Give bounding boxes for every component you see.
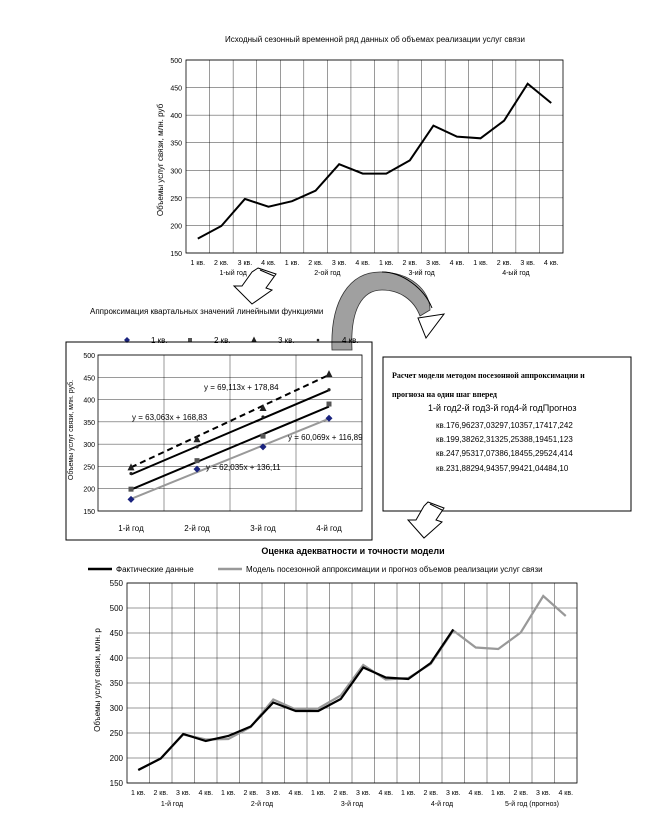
data-point: [129, 472, 132, 475]
data-point: [129, 487, 134, 492]
year-label: 2-ой год: [314, 270, 341, 277]
y-tick-label: 150: [170, 251, 182, 258]
x-tick-label: 1 кв.: [310, 790, 326, 797]
x-tick-label: 3 кв.: [237, 260, 253, 267]
x-tick-label: 2-й год: [184, 524, 210, 533]
chart3-x-ticks: [131, 790, 573, 797]
year-label: 2-й год: [250, 801, 274, 808]
trend-equation: y = 60,069x + 116,89: [288, 433, 363, 442]
x-tick-label: 1 кв.: [190, 260, 206, 267]
x-tick-label: 1 кв.: [490, 790, 506, 797]
x-tick-label: 3 кв.: [535, 790, 551, 797]
x-tick-label: 3 кв.: [265, 790, 281, 797]
calc-row: кв.176,96237,03297,10357,17417,242: [436, 421, 573, 430]
y-tick-label: 150: [83, 509, 95, 516]
legend-label: 4 кв.: [342, 336, 359, 345]
y-tick-label: 350: [170, 140, 182, 148]
chart1-y-ticks: [170, 58, 182, 258]
x-tick-label: 2 кв.: [333, 790, 349, 797]
x-tick-label: 4 кв.: [468, 790, 484, 797]
trend-equation: y = 69,113x + 178,84: [204, 383, 279, 392]
linear-approximation-chart: [66, 307, 372, 540]
x-tick-label: 3 кв.: [520, 260, 535, 267]
legend-label: 2 кв.: [214, 336, 231, 345]
y-tick-label: 450: [170, 85, 182, 93]
y-tick-label: 400: [83, 397, 95, 405]
x-tick-label: 4 кв.: [288, 790, 304, 797]
data-point: [327, 402, 332, 407]
y-tick-label: 350: [109, 679, 123, 688]
legend-label: Фактические данные: [116, 565, 194, 574]
x-tick-label: 4-й год: [316, 524, 342, 533]
x-tick-label: 2 кв.: [308, 260, 323, 267]
calc-title-line1: Расчет модели методом посезонной аппроксимации и: [392, 371, 585, 380]
calc-header: 1-й год2-й год3-й год4-й годПрогноз: [428, 403, 577, 413]
legend-marker: [188, 338, 192, 342]
y-tick-label: 400: [170, 113, 182, 121]
x-tick-label: 2 кв.: [153, 790, 169, 797]
y-tick-label: 250: [83, 464, 95, 472]
series-line: [138, 630, 453, 771]
y-tick-label: 150: [109, 779, 123, 788]
y-tick-label: 350: [83, 419, 95, 427]
chart1-x-ticks: [190, 260, 558, 267]
calc-row: кв.247,95317,07386,18455,29524,414: [436, 449, 573, 458]
y-tick-label: 400: [109, 654, 123, 663]
legend-marker: [317, 339, 320, 342]
chart3-title: Оценка адекватности и точности модели: [261, 546, 445, 556]
x-tick-label: 3 кв.: [445, 790, 461, 797]
x-tick-label: 2 кв.: [402, 260, 418, 267]
year-label: 4-й год: [430, 801, 454, 808]
trend-equation: y = 63,063x + 168,83: [132, 413, 208, 422]
x-tick-label: 3 кв.: [355, 790, 371, 797]
x-tick-label: 1 кв.: [473, 260, 488, 267]
x-tick-label: 4 кв.: [558, 790, 574, 797]
chart3-y-ticks: [110, 579, 124, 788]
year-label: 3-й год: [340, 801, 364, 808]
chart2-y-ticks: [83, 353, 95, 516]
y-tick-label: 300: [83, 442, 95, 450]
y-tick-label: 500: [109, 604, 123, 613]
year-label: 1-ый год: [219, 270, 247, 277]
year-label: 5-й год (прогноз): [505, 801, 559, 808]
calc-box-frame: [383, 357, 631, 511]
data-point: [195, 458, 200, 463]
y-tick-label: 450: [83, 375, 95, 383]
chart1-ylabel: Объемы услуг связи, млн. руб: [156, 103, 165, 217]
x-tick-label: 3 кв.: [175, 790, 191, 797]
y-tick-label: 300: [170, 168, 182, 176]
x-tick-label: 1 кв.: [130, 790, 146, 797]
data-point: [326, 415, 333, 422]
chart3-ylabel: Объемы услуг связи, млн. р: [93, 628, 102, 732]
y-tick-label: 300: [109, 704, 123, 713]
data-point: [327, 388, 330, 391]
data-point: [261, 434, 266, 439]
x-tick-label: 3-й год: [250, 524, 276, 533]
x-tick-label: 2 кв.: [513, 790, 529, 797]
year-label: 1-й год: [160, 801, 184, 808]
y-tick-label: 550: [109, 579, 123, 588]
legend-label: 1 кв.: [151, 336, 168, 345]
x-tick-label: 1 кв.: [284, 260, 300, 267]
y-tick-label: 200: [170, 223, 182, 231]
chart2-legend: [124, 336, 359, 345]
model-adequacy-chart: [88, 546, 577, 808]
chart2-ylabel: Объемы услуг связи, млн. руб.: [68, 379, 75, 481]
y-tick-label: 200: [109, 754, 123, 763]
x-tick-label: 2 кв.: [496, 260, 512, 267]
chart3-legend: [88, 565, 543, 574]
y-tick-label: 450: [109, 629, 123, 638]
x-tick-label: 1 кв.: [400, 790, 416, 797]
x-tick-label: 1 кв.: [378, 260, 394, 267]
x-tick-label: 4 кв.: [355, 260, 371, 267]
y-tick-label: 250: [109, 729, 123, 738]
x-tick-label: 1-й год: [118, 524, 144, 533]
chart2-x-ticks: [118, 524, 342, 533]
y-tick-label: 500: [83, 353, 95, 360]
calc-title-line2: прогноза на один шаг вперед: [392, 390, 497, 399]
data-point: [261, 415, 264, 418]
x-tick-label: 4 кв.: [543, 260, 559, 267]
legend-label: 3 кв.: [278, 336, 295, 345]
x-tick-label: 4 кв.: [198, 790, 214, 797]
y-tick-label: 250: [170, 195, 182, 203]
chart1-title: Исходный сезонный временной ряд данных об объемах реализации услуг связи: [225, 35, 525, 44]
x-tick-label: 4 кв.: [261, 260, 276, 267]
calculation-box: [383, 357, 631, 511]
x-tick-label: 3 кв.: [426, 260, 441, 267]
legend-label: Модель посезонной аппроксимации и прогноз объемов реализации услуг связи: [246, 565, 543, 574]
y-tick-label: 200: [83, 486, 95, 494]
calc-row: кв.231,88294,94357,99421,04484,10: [436, 464, 569, 473]
trend-equation: y = 62,035x + 136,11: [206, 463, 281, 472]
x-tick-label: 3 кв.: [331, 260, 347, 267]
calc-row: кв.199,38262,31325,25388,19451,123: [436, 435, 573, 444]
seasonal-series-chart: [156, 35, 563, 277]
x-tick-label: 2 кв.: [243, 790, 259, 797]
x-tick-label: 2 кв.: [214, 260, 229, 267]
chart3-year-labels: [161, 800, 559, 808]
data-point: [195, 445, 198, 448]
y-tick-label: 500: [170, 58, 182, 65]
chart1-grid: [186, 60, 563, 253]
x-tick-label: 4 кв.: [449, 260, 465, 267]
year-label: 3-ий год: [408, 270, 435, 277]
chart2-title: Аппроксимация квартальных значений линейными функциями: [90, 307, 324, 316]
year-label: 4-ый год: [502, 270, 530, 277]
x-tick-label: 2 кв.: [423, 790, 439, 797]
data-point: [326, 370, 333, 377]
x-tick-label: 1 кв.: [220, 790, 236, 797]
x-tick-label: 4 кв.: [378, 790, 394, 797]
